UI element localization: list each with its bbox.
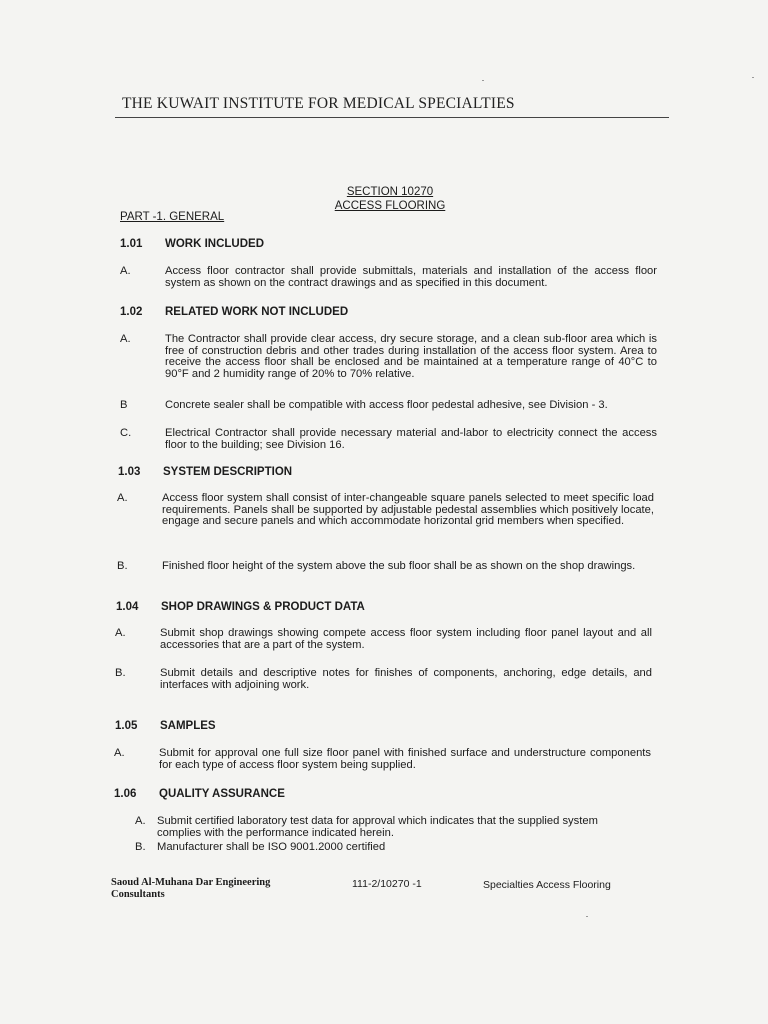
scan-speck — [586, 916, 588, 917]
article-number: 1.03 — [118, 466, 141, 478]
article-number: 1.02 — [120, 306, 143, 318]
article-number: 1.01 — [120, 238, 143, 250]
item-letter: B — [120, 399, 128, 411]
item-letter: A. — [117, 492, 128, 504]
section-number: SECTION 10270 — [346, 186, 434, 198]
item-letter: C. — [120, 427, 132, 439]
item-text: Access floor system shall consist of inter-changeable square panels selected to meet specific load requirements. Panels shall be supported by adjustable pedestal assemblies which positively locate, engage and secure panels and which accommodate horizontal grid members when specified. — [162, 492, 654, 527]
item-letter: B. — [117, 560, 128, 572]
article-number: 1.05 — [115, 720, 138, 732]
article-title: SHOP DRAWINGS & PRODUCT DATA — [161, 601, 365, 613]
article-title: QUALITY ASSURANCE — [159, 788, 285, 800]
item-text: Access floor contractor shall provide submittals, materials and installation of the access floor system as shown on the contract drawings and as specified in this document. — [165, 265, 657, 289]
item-text: Manufacturer shall be ISO 9001.2000 certified — [157, 841, 386, 853]
item-text: Electrical Contractor shall provide necessary material and-labor to electricity connect the access floor to the building; see Division 16. — [165, 427, 657, 451]
item-text: Submit certified laboratory test data for approval which indicates that the supplied system complies with the performance indicated herein. — [157, 815, 598, 839]
section-title — [300, 185, 480, 213]
header-title: THE KUWAIT INSTITUTE FOR MEDICAL SPECIALTIES — [122, 95, 515, 112]
footer-doc-title: Specialties Access Flooring — [483, 879, 611, 891]
article-number: 1.04 — [116, 601, 139, 613]
article-title: SYSTEM DESCRIPTION — [163, 466, 293, 478]
item-letter: A. — [115, 627, 126, 639]
part-heading: PART -1. GENERAL — [120, 211, 225, 223]
item-text: Submit details and descriptive notes for finishes of components, anchoring, edge details, and interfaces with adjoining work. — [160, 667, 652, 691]
item-letter: A. — [135, 815, 146, 827]
item-text: Submit shop drawings showing compete access floor system including floor panel layout and all accessories that are a part of the system. — [160, 627, 652, 651]
item-letter: A. — [120, 333, 131, 345]
item-letter: B. — [115, 667, 126, 679]
footer-page-ref: 111-2/10270 -1 — [352, 878, 422, 890]
item-letter: A. — [120, 265, 131, 277]
article-number: 1.06 — [114, 788, 137, 800]
article-title: SAMPLES — [160, 720, 216, 732]
article-title: RELATED WORK NOT INCLUDED — [165, 306, 349, 318]
scan-speck — [482, 80, 484, 81]
item-text: Finished floor height of the system above the sub floor shall be as shown on the shop drawings. — [162, 560, 636, 572]
scan-speck — [752, 77, 754, 78]
item-text: Concrete sealer shall be compatible with access floor pedestal adhesive, see Division - 3. — [165, 399, 608, 411]
header-rule — [115, 117, 669, 118]
footer-company: Saoud Al-Muhana Dar Engineering Consultants — [111, 877, 271, 900]
section-name: ACCESS FLOORING — [334, 200, 446, 212]
article-title: WORK INCLUDED — [165, 238, 265, 250]
item-text: The Contractor shall provide clear access, dry secure storage, and a clean sub-floor area which is free of construction debris and other trades during installation of the access floor system. Area to receive the access floor shall be enclosed and be maintained at a temperature range of 40°C to 90°F and 2 humidity range of 20% to 70% relative. — [165, 333, 657, 380]
item-text: Submit for approval one full size floor panel with finished surface and understructure components for each type of access floor system being supplied. — [159, 747, 651, 771]
item-letter: B. — [135, 841, 146, 853]
item-letter: A. — [114, 747, 125, 759]
